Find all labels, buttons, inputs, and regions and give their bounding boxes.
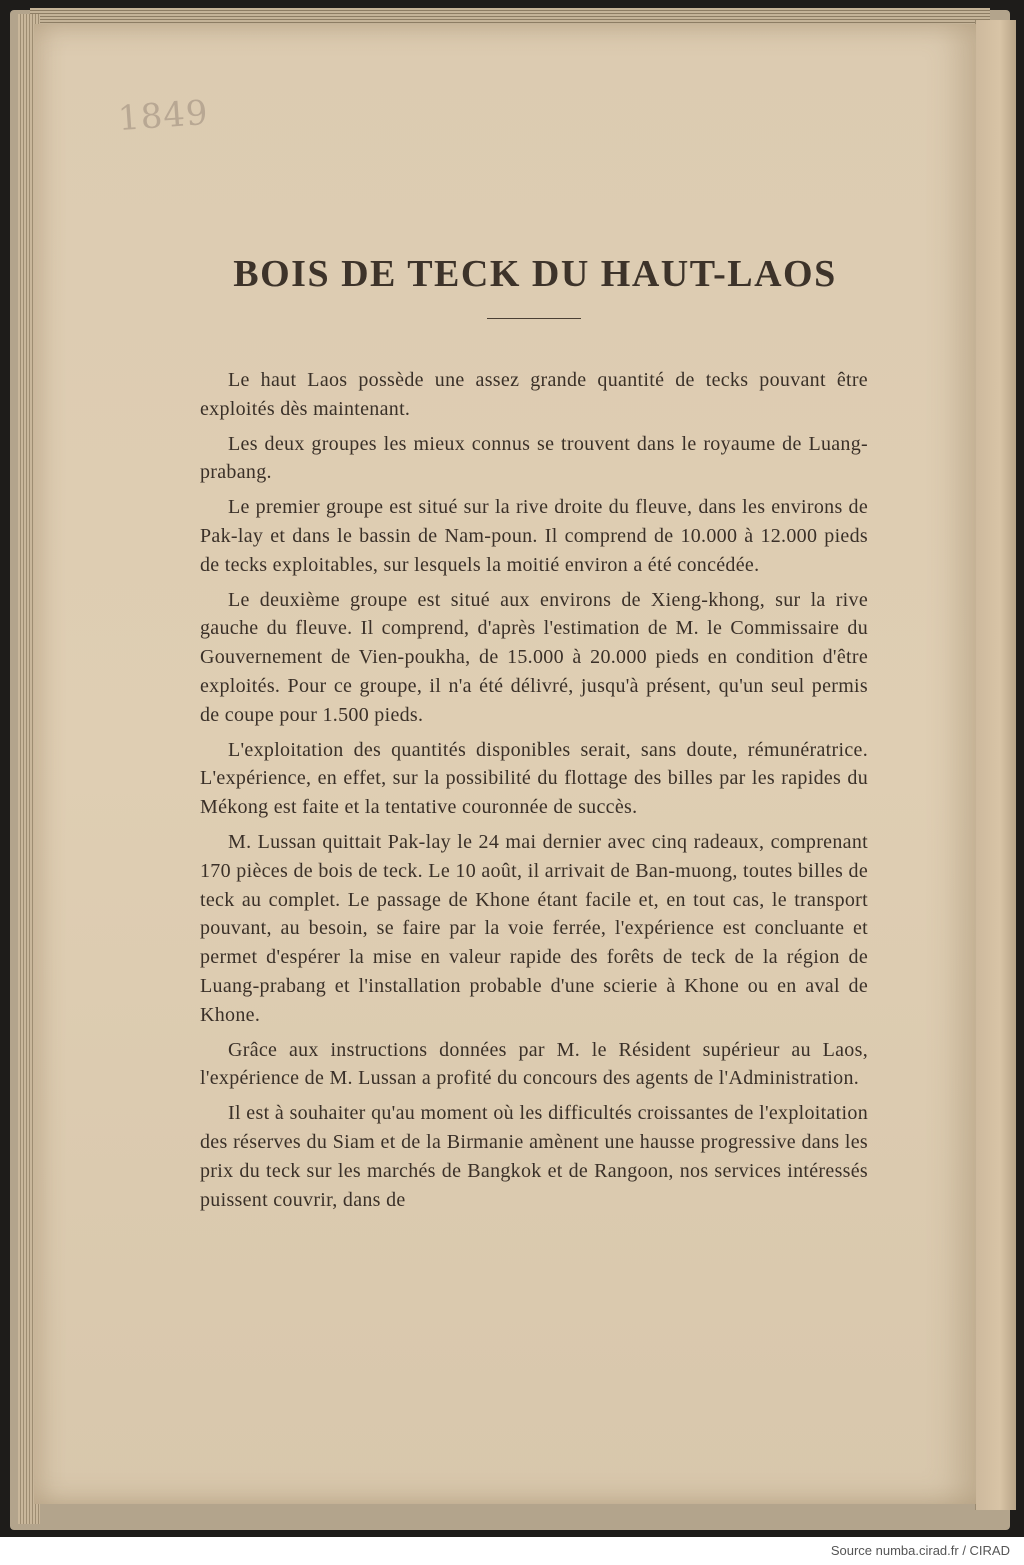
paragraph: Le haut Laos possède une assez grande quantité de tecks pouvant être exploités dès maintenant. [200, 369, 868, 420]
paragraph: Grâce aux instructions données par M. le Résident supérieur au Laos, l'expérience de M. Lussan a profité du concours des agents de l'Administration. [200, 1038, 868, 1090]
paragraph: L'exploitation des quantités disponibles serait, sans doute, rémunératrice. L'expérience, en effet, sur la possibilité du flottage des billes par les rapides du Mékong est faite et la tentative couronnée de succès. [200, 738, 868, 819]
paragraph: Le deuxième groupe est situé aux environs de Xieng-khong, sur la rive gauche du fleuve. Il comprend, d'après l'estimation de M. le Commissaire du Gouvernement de Vien-poukha, de 15.000 à 20.000 pieds en condition d'être exploités. Pour ce groupe, il n'a été délivré, jusqu'à présent, qu'un seul permis de coupe pour 1.500 pieds. [200, 588, 868, 726]
page-title: BOIS DE TECK DU HAUT-LAOS [233, 253, 837, 295]
paragraph: Les deux groupes les mieux connus se trouvent dans le royaume de Luang-prabang. [200, 432, 868, 484]
page-right-edges [975, 20, 1016, 1510]
paragraph: Le premier groupe est situé sur la rive droite du fleuve, dans les environs de Pak-lay et dans le bassin de Nam-poun. Il comprend de 10.000 à 12.000 pieds de tecks exploitables, sur lesquels la moitié environ a été concédée. [200, 496, 868, 576]
source-credit: Source numba.cirad.fr / CIRAD [830, 1543, 1010, 1558]
paragraph: M. Lussan quittait Pak-lay le 24 mai dernier avec cinq radeaux, comprenant 170 pièces de bois de teck. Le 10 août, il arrivait de Ban-muong, toutes billes de teck au complet. Le passage de Khone étant facile et, en tout cas, le transport pouvant, au besoin, se faire par la voie ferrée, l'expérience est concluante et permet d'espérer la mise en valeur rapide des forêts de teck de la région de Luang-prabang et l'installation probable d'une scierie à Khone ou en aval de Khone. [200, 830, 868, 1026]
paragraph: Il est à souhaiter qu'au moment où les difficultés croissantes de l'exploitation des réserves du Siam et de la Birmanie amènent une hausse progressive dans les prix du teck sur les marchés de Bangkok et de Rangoon, nos services intéressés puissent couvrir, dans de [200, 1102, 868, 1211]
title-divider [487, 318, 581, 319]
pencil-annotation: 1849 [116, 92, 210, 140]
article-body [200, 366, 868, 1220]
